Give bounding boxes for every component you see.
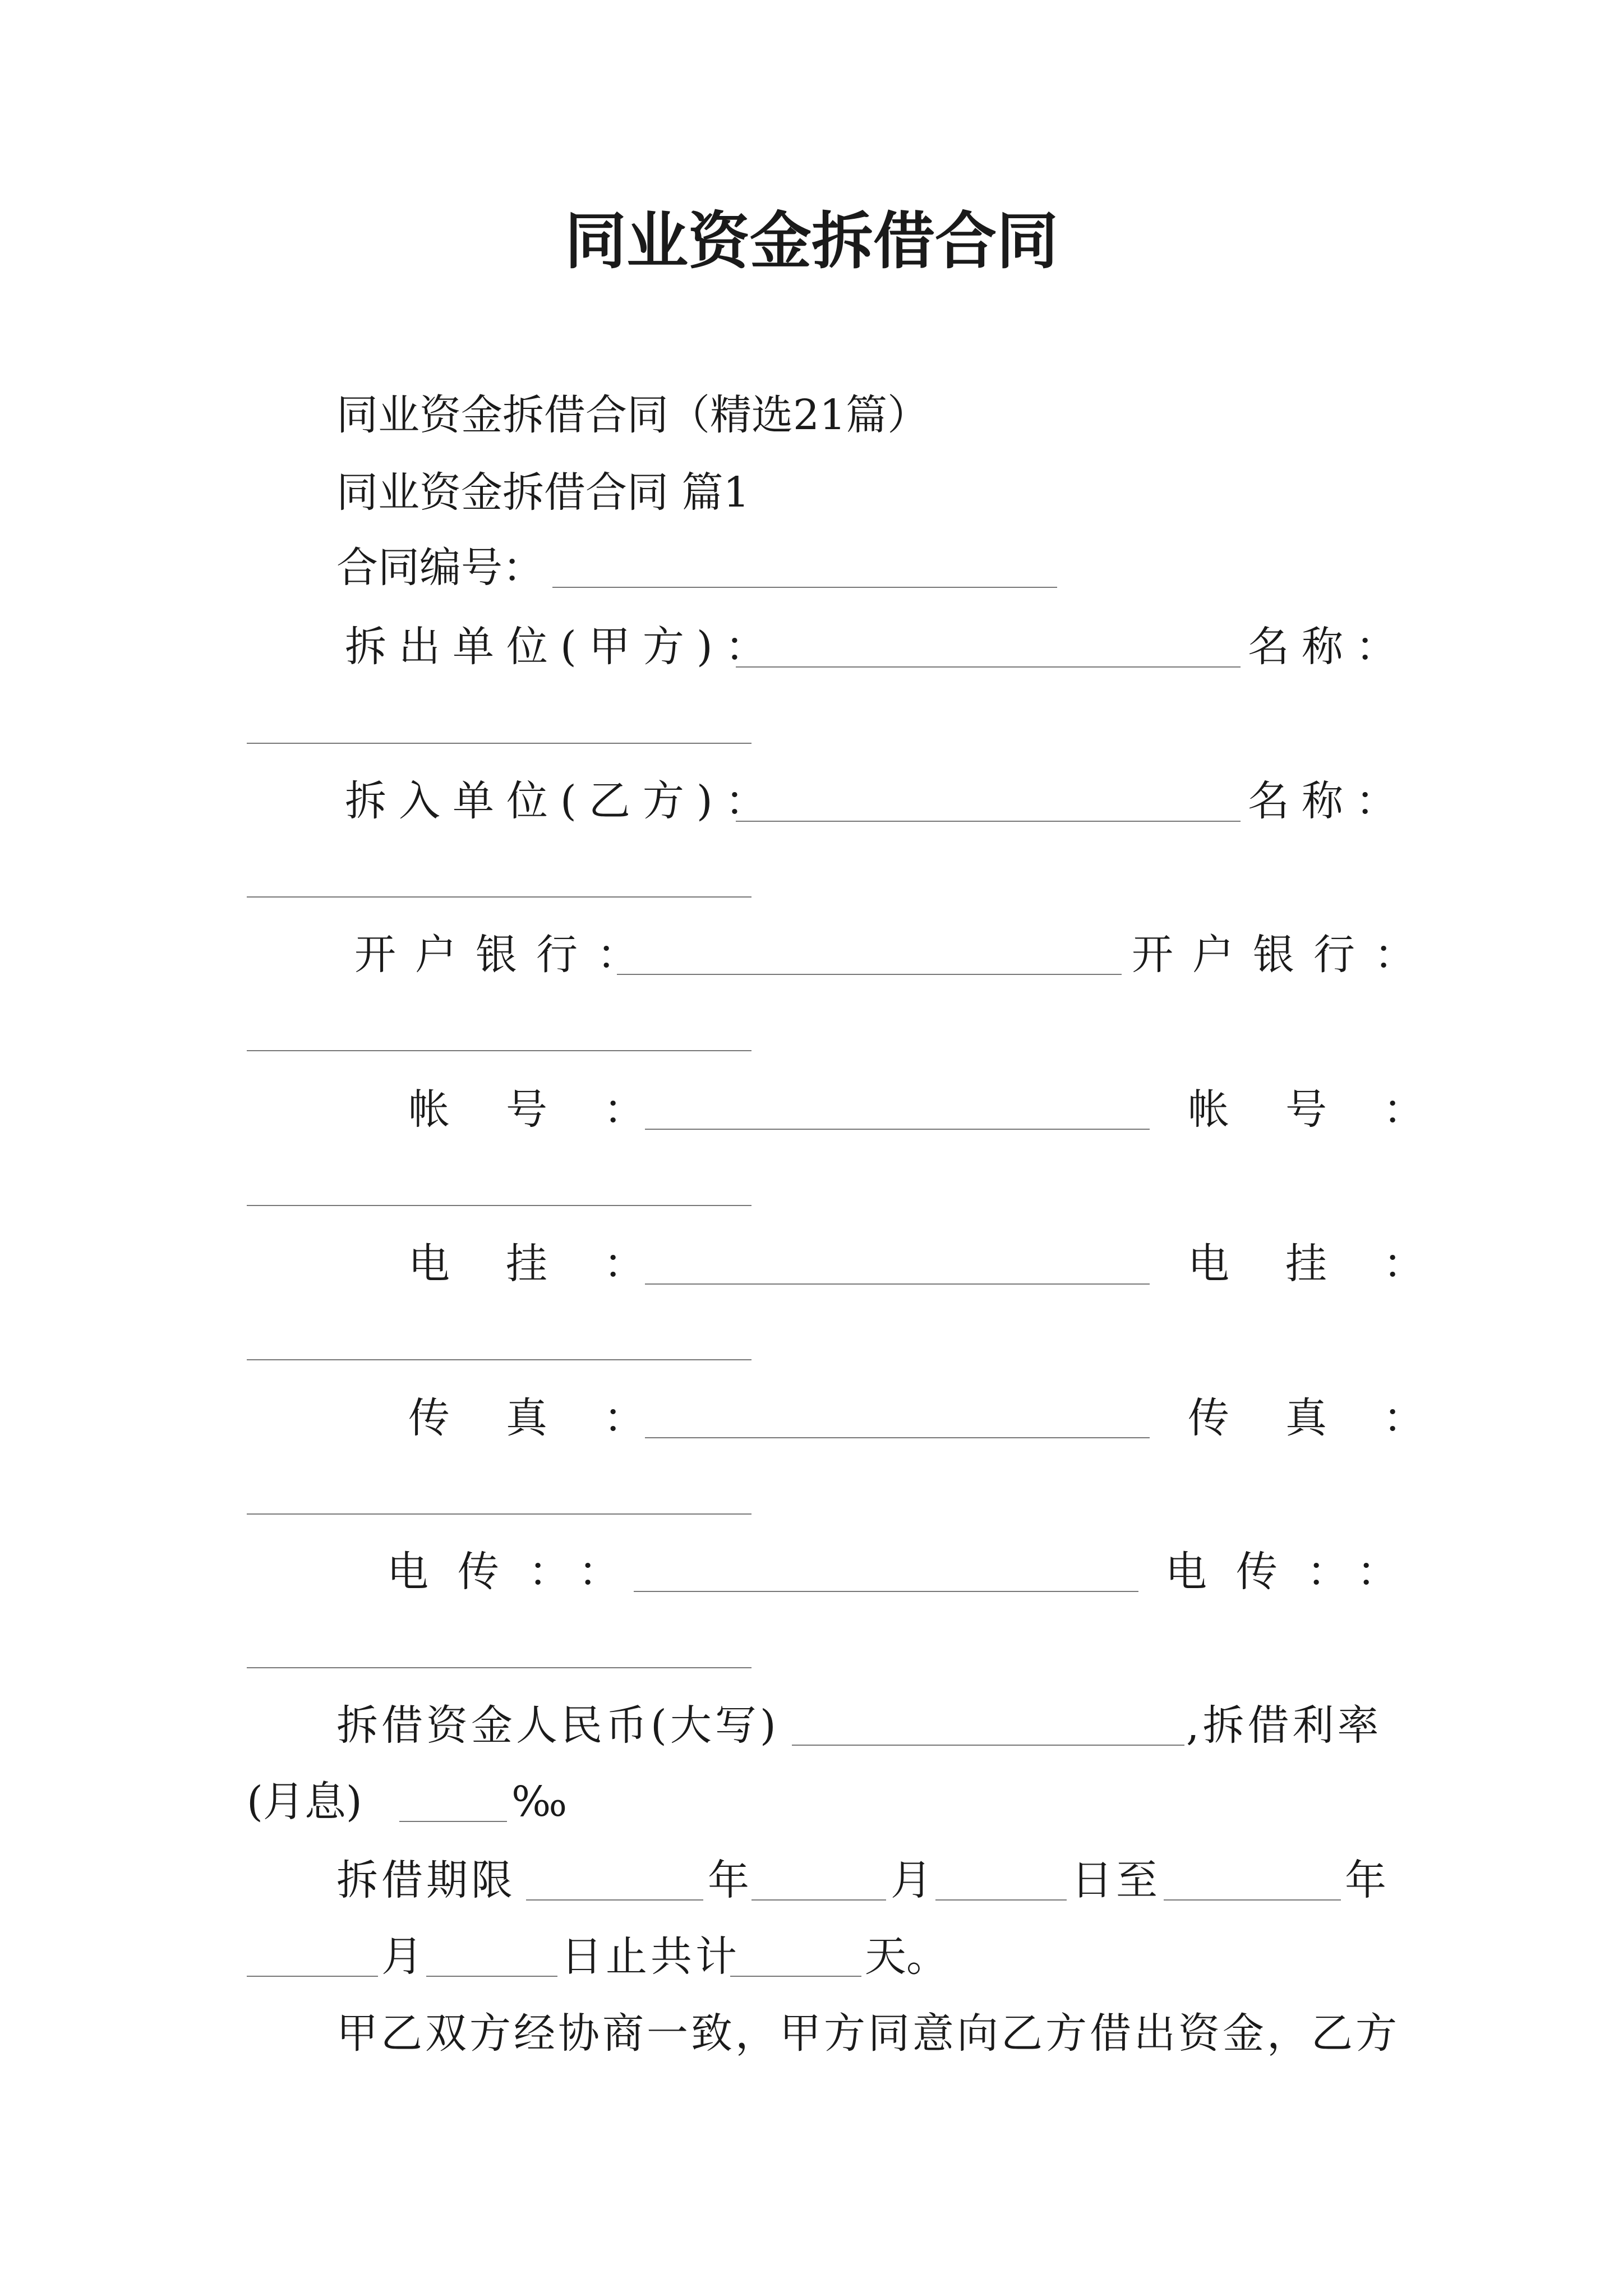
end-day-blank	[426, 1976, 557, 1977]
end-year-blank	[1164, 1899, 1341, 1901]
borrower-account-label: 帐号：	[1188, 1085, 1481, 1134]
start-day-label: 日至	[1071, 1856, 1161, 1904]
start-month-blank	[751, 1899, 886, 1901]
lender-label: 拆出单位(甲方)：	[345, 623, 779, 671]
amount-label: 拆借资金人民币(大写)	[336, 1701, 780, 1750]
amount-blank	[792, 1745, 1184, 1746]
lender-phone-label: 电挂：	[408, 1240, 701, 1288]
end-month-label: 月	[381, 1932, 423, 1981]
term-label: 拆借期限	[336, 1856, 516, 1904]
borrower-bank-blank	[247, 1050, 751, 1051]
borrower-telex-blank	[247, 1667, 751, 1668]
start-day-blank	[935, 1899, 1067, 1901]
start-year-blank	[526, 1899, 703, 1901]
borrower-label: 拆入单位(乙方)：	[345, 777, 779, 825]
agreement-paragraph: 甲乙双方经协商一致，甲方同意向乙方借出资金，乙方	[336, 2009, 1400, 2058]
lender-bank-blank	[617, 974, 1122, 975]
total-days-blank	[730, 1976, 861, 1977]
rate-label: ,拆借利率	[1186, 1701, 1382, 1750]
lender-name-label: 名称：	[1248, 623, 1409, 671]
lender-telex-blank	[634, 1591, 1138, 1592]
borrower-account-blank	[247, 1205, 751, 1206]
lender-name-blank	[247, 743, 751, 744]
rate-blank	[399, 1821, 507, 1822]
permille-sign: ‰	[511, 1778, 568, 1826]
lender-fax-blank	[645, 1437, 1150, 1438]
lender-bank-label: 开户银行：	[354, 931, 657, 979]
days-label: 天。	[865, 1932, 948, 1981]
document-title: 同业资金拆借合同	[565, 205, 1058, 277]
monthly-interest-label: (月息)	[247, 1778, 362, 1826]
lender-telex-label: 电传：：	[387, 1548, 649, 1596]
borrower-fax-blank	[247, 1513, 751, 1515]
end-month-blank	[247, 1976, 378, 1977]
section-heading: 同业资金拆借合同 篇1	[336, 468, 750, 517]
end-day-label: 日止共计	[561, 1932, 740, 1981]
start-year-label: 年	[708, 1856, 749, 1904]
borrower-telex-label: 电传：：	[1165, 1548, 1427, 1596]
start-month-label: 月	[891, 1856, 932, 1904]
end-year-label: 年	[1345, 1856, 1386, 1904]
borrower-name-blank	[247, 896, 751, 898]
borrower-blank	[736, 821, 1241, 822]
lender-account-blank	[645, 1129, 1150, 1130]
borrower-phone-blank	[247, 1359, 751, 1360]
borrower-name-label: 名称：	[1248, 777, 1409, 825]
lender-phone-blank	[645, 1283, 1150, 1285]
contract-no-blank	[552, 587, 1057, 588]
borrower-phone-label: 电挂：	[1188, 1240, 1481, 1288]
lender-fax-label: 传真：	[408, 1394, 701, 1442]
contract-no-label: 合同编号：	[336, 544, 544, 592]
lender-blank	[736, 666, 1241, 668]
borrower-bank-label: 开户银行：	[1132, 931, 1435, 979]
lender-account-label: 帐号：	[408, 1085, 701, 1134]
borrower-fax-label: 传真：	[1188, 1394, 1481, 1442]
document-subtitle: 同业资金拆借合同（精选21篇）	[336, 391, 929, 439]
